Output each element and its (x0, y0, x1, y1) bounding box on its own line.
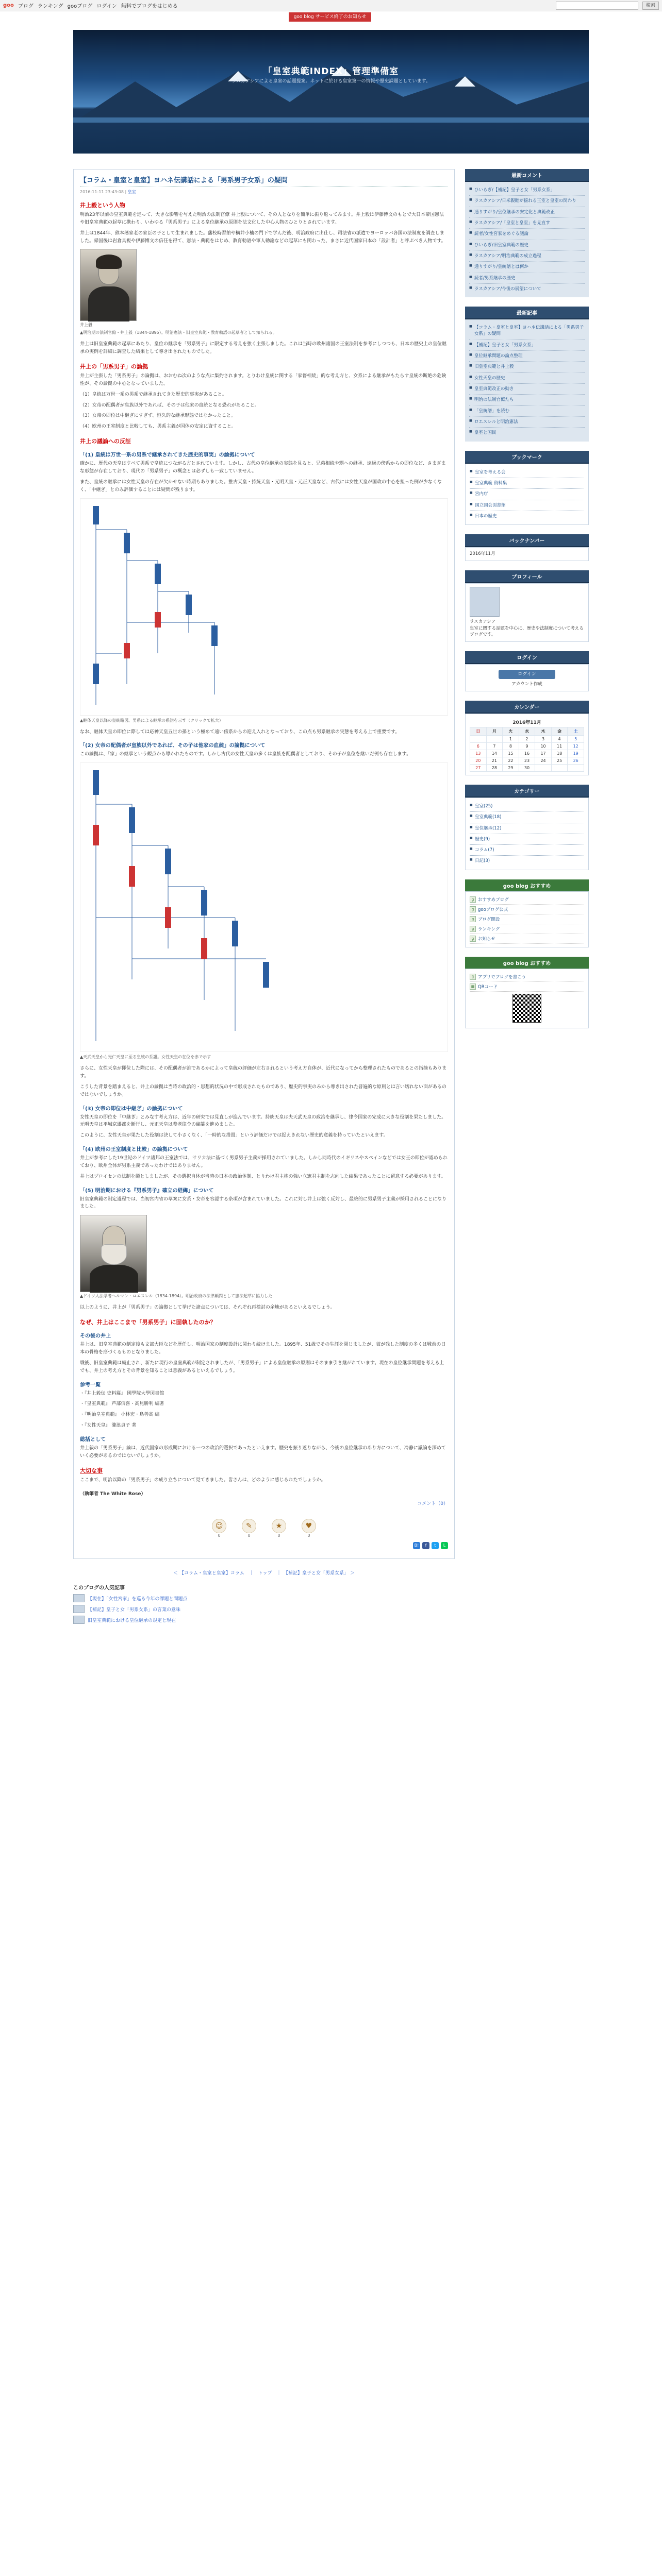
paragraph: 明治23年以前の皇室典範を巡って、大きな影響を与えた明治の法制官僚 井上毅について、その人となりを簡単に振り返ってみます。井上毅は伊藤博文のもとで大日本帝国憲法や旧皇室典範の起草に携わり、いわゆる『男系男子』による皇位継承の原則を法文化した中心人物のひとりとされています。 (80, 212, 444, 225)
sub-heading: 「(2) 女帝の配偶者が皇族以外であれば、その子は他家の血統」の論拠について (80, 743, 266, 749)
smile-icon[interactable]: ☺ (212, 1519, 226, 1533)
paragraph: なお、継体天皇の即位に際しては応神天皇五世の孫という極めて遠い傍系からの迎え入れとなっており、この点も男系継承の実態を考える上で重要です。 (80, 729, 400, 735)
sub-heading: 参考一覧 (80, 1382, 101, 1388)
paragraph: また、皇統の継承には女性天皇の存在が欠かせない時期もありました。推古天皇・持統天皇・元明天皇・元正天皇など、古代には女性天皇が国政の中心を担った例が少なくなく、「中継ぎ」とのみ評価することには疑問が残ります。 (80, 479, 442, 493)
calendar-day: 8 (503, 742, 519, 750)
popular-articles (73, 1583, 455, 1624)
main-column (73, 169, 455, 1626)
category-box (465, 785, 589, 870)
calendar-title: カレンダー (465, 701, 589, 714)
paragraph: 女性天皇の即位を「中継ぎ」とみなす考え方は、近年の研究では見直しが進んでいます。持統天皇は夫天武天皇の政治を継承し、律令国家の完成に大きな役割を果たしました。元明天皇は平城京遷都を断行し、元正天皇は養老律令の編纂を進めました。 (80, 1114, 446, 1128)
reference-item: ・『明治皇室典範』 小林宏・島善高 編 (80, 1412, 160, 1418)
goo-recommend-box (465, 879, 589, 947)
calendar-day: 9 (519, 742, 535, 750)
pen-icon[interactable]: ✎ (242, 1519, 256, 1533)
paragraph: こうした背景を踏まえると、井上の論拠は当時の政治的・思想的状況の中で形成されたものであり、歴史的事実のみから導き出された普遍的な原則とは言い切れない面があるのではないでしょうか。 (80, 1084, 447, 1097)
category-title: カテゴリー (465, 785, 589, 798)
goo-icon: g (470, 896, 476, 903)
paragraph: この論拠は、「家」の継承という観点から導かれたものです。しかし古代の女性天皇の多くは皇族を配偶者としており、その子が皇位を継いだ例も存在します。 (80, 752, 411, 757)
profile-title: プロフィール (465, 570, 589, 583)
weekday-label: 月 (486, 727, 503, 735)
calendar-day: 19 (568, 750, 584, 757)
goo-app-item (470, 982, 584, 992)
avatar[interactable] (470, 587, 500, 617)
profile-box (465, 570, 589, 642)
genealogy-chart-2[interactable] (80, 762, 448, 1052)
hatena-bookmark-icon[interactable]: B! (413, 1542, 420, 1549)
heart-icon[interactable]: ♥ (302, 1519, 316, 1533)
facebook-icon[interactable]: f (422, 1542, 429, 1549)
topbar-link-blog[interactable]: ブログ (18, 4, 34, 9)
article-meta: 2016-11-11 23:43:08 | 皇室 (80, 190, 136, 194)
calendar-day: 7 (486, 742, 503, 750)
recent-post-item[interactable]: ■ 女性天皇の歴史 (469, 373, 585, 384)
popular-article-item[interactable] (73, 1605, 455, 1613)
category-item[interactable]: ■ 皇室(25) (470, 801, 584, 812)
list-item: （2）女帝の配偶者が皇族以外であれば、その子は他家の血統となる恐れがあること。 (80, 402, 259, 408)
recent-comments-box (465, 169, 589, 297)
paragraph: 確かに、歴代の天皇はすべて男系で皇統につながる方とされています。しかし、古代の皇位継承の実態を見ると、兄弟相続や甥への継承、遠縁の傍系からの即位など、さまざまな形態が存在しており、現代の「男系男子」の概念とは必ずしも一致していません。 (80, 461, 446, 474)
calendar-day: 21 (486, 757, 503, 764)
goo-recommend-link[interactable]: ブログ開設 (478, 917, 500, 922)
section-heading: 井上の「男系男子」の論拠 (80, 363, 148, 370)
weekday-label: 水 (519, 727, 535, 735)
article (73, 169, 455, 1559)
article-thumbnail[interactable] (73, 1616, 85, 1624)
recent-comment-item[interactable]: ■ ひいらぎ/旧皇室典範の歴史 (469, 240, 585, 251)
recent-comment-item[interactable]: ■ 読者/男系継承の歴史 (469, 273, 585, 284)
weekday-label: 土 (568, 727, 584, 735)
category-item[interactable]: ■ 歴史(9) (470, 834, 584, 845)
paragraph: 井上は旧皇室典範の起草にあたり、皇位の継承を「男系男子」に限定する考えを強く主張しました。これは当時の欧州諸国の王室法制を参考にしつつも、日本の歴史上の皇位継承の実例を詳細に調査した結果として導き出されたものでした。 (80, 342, 447, 355)
popular-article-item[interactable] (73, 1616, 455, 1624)
calendar-day: 13 (470, 750, 487, 757)
section-heading: 井上の議論への反証 (80, 438, 131, 445)
portrait-caption-2: ▲ドイツ人法学者ヘルマン・ロエスレル（1834-1894）。明治政府の法律顧問として憲法起草に協力した (80, 1294, 273, 1299)
goo-recommend-item[interactable] (470, 924, 584, 934)
calendar-day: 26 (568, 757, 584, 764)
calendar-day (535, 764, 552, 771)
profile-name[interactable]: ラスカアシア (470, 619, 496, 624)
create-account-link[interactable]: アカウント作成 (511, 682, 542, 687)
weekday-label: 木 (535, 727, 552, 735)
phone-icon: ▯ (470, 974, 476, 980)
recent-post-item[interactable]: ■ 「皇統譜」を読む (469, 406, 585, 417)
calendar-day: 23 (519, 757, 535, 764)
recent-comments-title: 最新コメント (465, 169, 589, 182)
login-box (465, 651, 589, 691)
calendar-day (568, 764, 584, 771)
backnumber-select[interactable]: 2016年11月 (470, 551, 495, 557)
sidebar (465, 169, 589, 1038)
goo-icon: g (470, 926, 476, 932)
recent-post-item[interactable]: ■ 皇室と国民 (469, 428, 585, 438)
portrait-image[interactable] (80, 249, 137, 321)
popular-article-link[interactable]: 【補記】皇子と女「男系女系」の言葉の意味 (88, 1607, 181, 1613)
goo-app-item[interactable] (470, 972, 584, 982)
paragraph: 戦後、旧皇室典範は廃止され、新たに現行の皇室典範が制定されましたが、「男系男子」による皇位継承の原則はそのまま引き継がれています。現在の皇位継承問題を考える上でも、井上の考え方とその背景を知ることは意義があるといえるでしょう。 (80, 1360, 444, 1374)
paragraph: 井上はプロイセンの法制を範としましたが、その選択自体が当時の日本の政治体制、とりわけ君主権の強い立憲君主制を志向した結果であったことに留意する必要があります。 (80, 1174, 446, 1179)
paragraph: 井上が主張した「男系男子」の論拠は、おおむね次のような点に集約されます。とりわけ皇統に関する「家督相続」的な考え方と、女系による継承がもたらす皇統の断絶の危険性が、その論拠の中心となっていました。 (80, 374, 446, 386)
bookmark-item[interactable]: ■ 皇室を考える会 (470, 467, 584, 478)
sns-share-row (80, 1542, 448, 1549)
qr-icon: ▦ (470, 984, 476, 990)
sub-heading: 「(3) 女帝の即位は中継ぎ」の論拠について (80, 1106, 183, 1112)
topbar-link-login[interactable]: ログイン (96, 4, 117, 9)
recent-post-item[interactable]: ■ 【コラム・皇室と皇室】ヨハネ伝講話による「男系男子女系」の疑問 (469, 323, 585, 340)
calendar-day: 1 (503, 735, 519, 742)
recent-comment-item[interactable]: ■ 読者/女性宮家をめぐる議論 (469, 229, 585, 240)
calendar-day: 22 (503, 757, 519, 764)
genealogy-diagram (80, 499, 448, 715)
calendar-day: 18 (551, 750, 568, 757)
profile-text: 皇室に関する話題を中心に、歴史や法制度について考えるブログです。 (470, 625, 584, 638)
recent-post-item[interactable]: ■ 旧皇室典範と井上毅 (469, 362, 585, 372)
calendar-box (465, 701, 589, 775)
reference-item: ・『皇室典範』 芦部信喜・高見勝利 編著 (80, 1401, 164, 1407)
line-icon[interactable]: L (441, 1542, 448, 1549)
top-bar (0, 0, 662, 11)
paragraph: 井上が参考にした19世紀のドイツ諸邦の王室法では、サリカ法に基づく男系男子主義が採用されていました。しかし同時代のイギリスやスペインなどでは女王の即位が認められており、欧州全体が男系主義であったわけではありません。 (80, 1156, 448, 1168)
topbar-link-gooblog[interactable]: gooブログ (67, 4, 93, 9)
article-thumbnail[interactable] (73, 1594, 85, 1602)
goo-app-title: goo blog おすすめ (465, 957, 589, 969)
sub-heading: その後の井上 (80, 1333, 111, 1340)
list-item: （4）欧州の王室制度と比較しても、男系主義が国体の安定に資すること。 (80, 424, 236, 430)
calendar-day: 20 (470, 757, 487, 764)
calendar-day: 16 (519, 750, 535, 757)
search-button[interactable]: 検索 (642, 2, 659, 10)
calendar-day: 29 (503, 764, 519, 771)
recent-comment-item[interactable]: ■ ラスカアシア/「皇室と皇室」を見直す (469, 218, 585, 229)
reaction-item[interactable] (272, 1519, 286, 1538)
recent-posts-title: 最新記事 (465, 307, 589, 319)
paragraph: 以上のように、井上が「男系男子」の論拠として挙げた諸点については、それぞれ再検討の余地があるといえるでしょう。 (80, 1305, 335, 1311)
bookmark-item[interactable]: ■ 日本の歴史 (470, 511, 584, 521)
category-item[interactable]: ■ 皇室典範(18) (470, 812, 584, 823)
paragraph: 井上毅の「男系男子」論は、近代国家の形成期における一つの政治的選択であったといえます。歴史を振り返りながら、今後の皇位継承のあり方について、冷静に議論を深めていく必要があるのではないでしょうか。 (80, 1445, 446, 1459)
reaction-count: 0 (307, 1533, 310, 1538)
calendar-day: 24 (535, 757, 552, 764)
sub-heading: 「(5) 明治期における『男系男子』確立の経緯」について (80, 1188, 214, 1194)
category-item[interactable]: ■ コラム(7) (470, 845, 584, 856)
genealogy-chart-1[interactable] (80, 498, 448, 716)
calendar-day-link[interactable]: 11 (551, 742, 568, 750)
sub-heading: 「(4) 欧州の王室制度と比較」の論拠について (80, 1147, 188, 1153)
bookmarks-title: ブックマーク (465, 451, 589, 464)
calendar-day: 6 (470, 742, 487, 750)
qr-code-image (512, 994, 541, 1023)
paragraph: このように、女性天皇が果たした役割は決して小さくなく、「一時的な措置」という評価だけでは捉えきれない歴史的意義を持っていたといえます。 (80, 1133, 388, 1139)
reaction-count: 0 (247, 1533, 251, 1538)
calendar-day: 12 (568, 742, 584, 750)
star-icon[interactable]: ★ (272, 1519, 286, 1533)
calendar-month: 2016年11月 (512, 720, 541, 725)
sub-heading: 「(1) 皇統は万世一系の男系で継承されてきた歴史的事実」の論拠について (80, 452, 255, 459)
goo-app-label: QRコード (478, 984, 498, 990)
paragraph: 旧皇室典範の制定過程では、当初宮内省の草案に女系・女帝を容認する条項が含まれていました。これに対し井上は強く反対し、最終的に男系男子主義が採用されることになりました。 (80, 1196, 447, 1210)
post-navigation[interactable]: ＜ 【コラム・皇室と皇室】コラム ｜ トップ ｜ 【補記】皇子と女「男系女系」 ＞ (173, 1571, 355, 1577)
goo-icon: g (470, 906, 476, 912)
popular-articles-title: このブログの人気記事 (73, 1585, 125, 1591)
calendar-day (551, 764, 568, 771)
blog-header (73, 30, 589, 154)
calendar-day: 2 (519, 735, 535, 742)
recent-comment-item[interactable]: ■ ラスカアシア/明治典範の成立過程 (469, 251, 585, 262)
calendar-day (470, 735, 487, 742)
genealogy-diagram (80, 763, 448, 1052)
login-button[interactable]: ログイン (499, 670, 555, 679)
goo-recommend-link[interactable]: ランキング (478, 926, 500, 932)
portrait-caption: ▲明治期の法制官僚・井上毅（1844-1895）。明治憲法・旧皇室典範・教育勅語の起草者として知られる。 (80, 330, 277, 335)
section-heading: 井上毅という人物 (80, 202, 125, 209)
genealogy-caption-1: ▲継体天皇以降の皇統略図。男系による継承の系譜を示す（クリックで拡大） (80, 718, 223, 723)
recent-post-item[interactable]: ■ 皇室典範改正の動き (469, 384, 585, 395)
popular-article-link[interactable]: 【現在】「女性宮家」を巡る今年の課題と問題点 (88, 1596, 188, 1602)
paragraph: 井上は、旧皇室典範の制定後も文部大臣などを歴任し、明治国家の制度設計に関わり続けました。1895年、51歳でその生涯を閉じましたが、彼が残した制度の多くは戦前の日本の骨格を形づくるものとなりました。 (80, 1342, 446, 1355)
calendar-day: 4 (551, 735, 568, 742)
recent-post-item[interactable]: ■ 【補記】皇子と女「男系女系」 (469, 340, 585, 351)
reference-item: ・『女性天皇』 瀧浪貞子 著 (80, 1423, 137, 1429)
calendar-day: 3 (535, 735, 552, 742)
blog-title[interactable]: 「皇室典範INDEX」管理準備室 (263, 66, 399, 77)
post-category[interactable]: 皇室 (127, 190, 136, 194)
paragraph: 井上は1844年、熊本藩家老の家臣の子として生まれました。藩校時習館や横井小楠の門下で学んだ後、明治政府に出仕し、司法省の派遣でヨーロッパ各国の法制度を調査しました。帰国後は岩倉具視や伊藤博文の信任を得て、憲法・典範をはじめ、教育勅語や軍人勅諭などの起草にも関わった、まさに近代国家日本の「設計者」と呼ぶべき人物です。 (80, 230, 446, 244)
recent-post-item[interactable]: ■ ロエスレルと明治憲法 (469, 417, 585, 428)
goo-icon: g (470, 936, 476, 942)
popular-article-item[interactable] (73, 1594, 455, 1602)
goo-recommend-item[interactable] (470, 905, 584, 914)
weekday-label: 日 (470, 727, 487, 735)
section-heading: 大切な事 (80, 1467, 103, 1474)
login-title: ログイン (465, 651, 589, 664)
article-title[interactable]: 【コラム・皇室と皇室】ヨハネ伝講話による「男系男子女系」の疑問 (80, 175, 448, 187)
reaction-item[interactable] (242, 1519, 256, 1538)
bookmark-item[interactable]: ■ 皇室典範 資料集 (470, 478, 584, 489)
list-item: （1）皇統は万世一系の男系で継承されてきた歴史的事実があること。 (80, 392, 227, 397)
calendar-day: 14 (486, 750, 503, 757)
reaction-item[interactable] (302, 1519, 316, 1538)
paragraph: ここまで、明治以降の「男系男子」の成り立ちについて見てきました。皆さんは、どのように感じられたでしょうか。 (80, 1477, 326, 1483)
calendar-day: 17 (535, 750, 552, 757)
bookmark-item[interactable]: ■ 宮内庁 (470, 489, 584, 500)
recent-comment-item[interactable]: ■ ラスカアシア/今後の展望について (469, 284, 585, 294)
post-date: 2016-11-11 23:43:08 (80, 190, 124, 194)
calendar-day: 15 (503, 750, 519, 757)
calendar-day (486, 735, 503, 742)
calendar-day: 28 (486, 764, 503, 771)
recent-comment-item[interactable]: ■ ひいらぎ/【補記】皇子と女「男系女系」 (469, 185, 585, 196)
paragraph: さらに、女性天皇が即位した際には、その配偶者が誰であるかによって皇統の評価が左右されるという考え方自体が、近代になってから整理されたものであるとの指摘もあります。 (80, 1066, 447, 1079)
category-item[interactable]: ■ 日記(3) (470, 856, 584, 866)
goo-recommend-link[interactable]: お知らせ (478, 936, 495, 942)
article-thumbnail[interactable] (73, 1605, 85, 1613)
reaction-count: 0 (218, 1533, 221, 1538)
topbar-link-ranking[interactable]: ランキング (37, 4, 63, 9)
reaction-count: 0 (277, 1533, 280, 1538)
bookmarks-box (465, 451, 589, 526)
section-heading: なぜ、井上はここまで「男系男子」に固執したのか？ (80, 1319, 216, 1326)
list-item: （3）女帝の即位は中継ぎにすぎず、恒久的な継承形態ではなかったこと。 (80, 413, 236, 419)
backnumber-box (465, 534, 589, 561)
goo-icon: g (470, 916, 476, 922)
reaction-buttons (80, 1519, 448, 1538)
calendar-day: 5 (568, 735, 584, 742)
goo-logo[interactable]: goo (3, 3, 14, 8)
calendar-day: 25 (551, 757, 568, 764)
blog-subtitle: ラスカアシアによる皇室の話題提案。ネットに於ける皇室第一の情報や歴史課題としています。 (231, 79, 431, 84)
calendar-day: 30 (519, 764, 535, 771)
article-signature: （執筆者 The White Rose） (80, 1492, 146, 1497)
recent-post-item[interactable]: ■ 明治の法制官僚たち (469, 395, 585, 405)
goo-recommend-item[interactable] (470, 914, 584, 924)
goo-recommend-item[interactable] (470, 895, 584, 905)
twitter-icon[interactable]: t (432, 1542, 439, 1549)
goo-recommend-link[interactable]: おすすめブログ (478, 897, 509, 903)
recent-posts-box (465, 307, 589, 441)
comment-link[interactable]: コメント（0） (417, 1501, 448, 1507)
genealogy-caption-2: ▲天武天皇から光仁天皇に至る皇統の系譜。女性天皇の在位を赤で示す (80, 1055, 211, 1060)
reference-item: ・『井上毅伝 史料篇』 國學院大學図書館 (80, 1391, 164, 1396)
topbar-link-start[interactable]: 無料でブログをはじめる (121, 4, 178, 9)
goo-recommend-title: goo blog おすすめ (465, 879, 589, 891)
sub-heading: 総括として (80, 1436, 106, 1443)
goo-recommend-item[interactable] (470, 934, 584, 944)
reaction-item[interactable] (212, 1519, 226, 1538)
weekday-label: 火 (503, 727, 519, 735)
portrait-label: 井上毅 (80, 323, 92, 328)
recent-comment-item[interactable]: ■ 通りすがり/皇統譜とは何か (469, 262, 585, 273)
backnumber-title: バックナンバー (465, 534, 589, 547)
calendar-day: 27 (470, 764, 487, 771)
calendar-day: 10 (535, 742, 552, 750)
recent-comment-item[interactable]: ■ ラスカアシア/日米親睦が揺れる王室と皇室の関わり (469, 196, 585, 207)
search-input[interactable] (556, 2, 638, 10)
calendar-table (470, 727, 584, 772)
category-item[interactable]: ■ 皇位継承(12) (470, 823, 584, 834)
bookmark-item[interactable]: ■ 国立国会図書館 (470, 500, 584, 511)
goo-app-link[interactable]: アプリでブログを書こう (478, 974, 526, 980)
weekday-label: 金 (551, 727, 568, 735)
portrait-image-2[interactable] (80, 1215, 147, 1292)
popular-article-link[interactable]: 旧皇室典範における皇位継承の規定と現在 (88, 1618, 176, 1623)
service-notice[interactable]: goo blog サービス終了のお知らせ (289, 12, 371, 22)
recent-comment-item[interactable]: ■ 通りすがり/皇位継承の安定化と典範改正 (469, 207, 585, 218)
recent-post-item[interactable]: ■ 皇位継承問題の論点整理 (469, 351, 585, 362)
goo-recommend-link[interactable]: gooブログ公式 (478, 907, 508, 912)
goo-app-box (465, 957, 589, 1028)
